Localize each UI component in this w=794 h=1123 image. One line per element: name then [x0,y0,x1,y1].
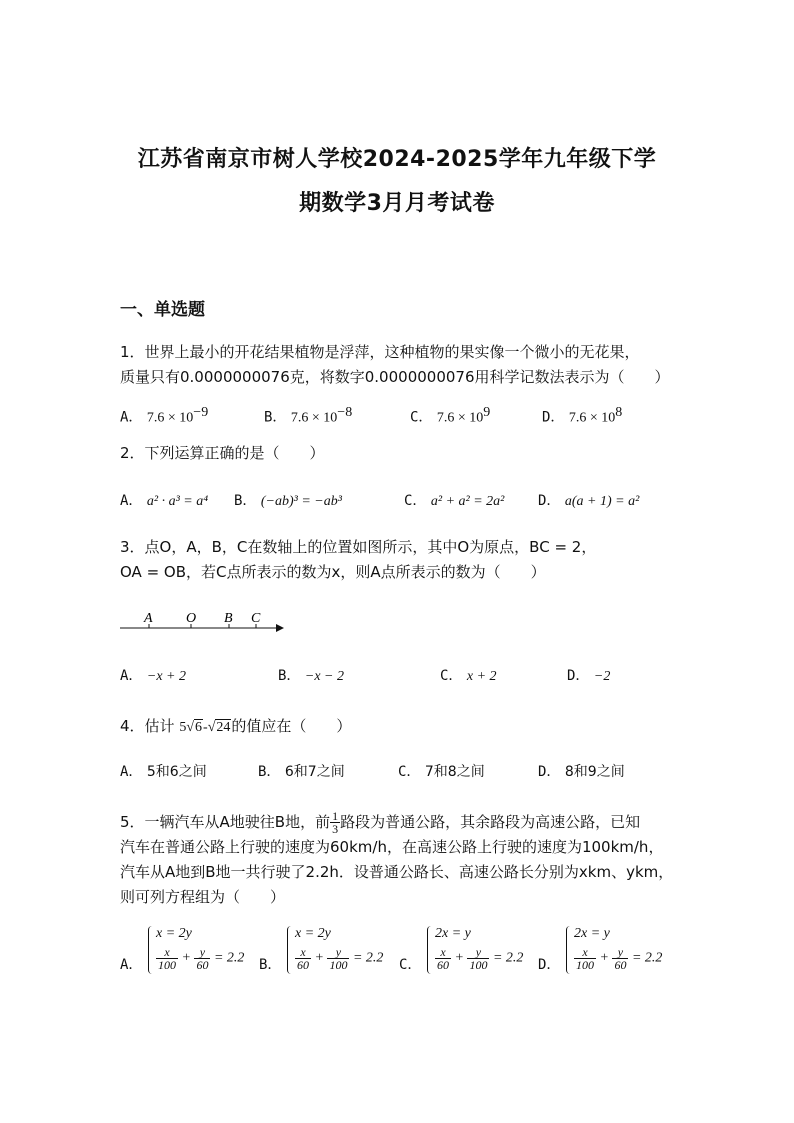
question-5-line2: 汽车在普通公路上行驶的速度为60km/h，在高速公路上行驶的速度为100km/h， [120,838,664,856]
q5-option-d[interactable]: D． 2x = y $\frac{x}{100}$ + $\frac{y}{60}$ = 2.2 [538,926,663,973]
q4-option-a[interactable]: A． 5和6之间 [120,764,207,780]
q5-option-a[interactable]: A． x = 2y $\frac{x}{100}$ + $\frac{y}{60}$ = 2.2 [120,926,245,973]
q1-option-a[interactable]: A． $7.6 \times 10^{-9}$ [120,405,209,426]
question-1-line1: 1．世界上最小的开花结果植物是浮萍，这种植物的果实像一个微小的无花果， [120,343,640,361]
question-3-line2: OA = OB，若C点所表示的数为x，则A点所表示的数为（ ） [120,563,546,581]
q4-option-b[interactable]: B． 6和7之间 [258,764,345,780]
q2-option-c[interactable]: C． a² + a² = 2a² [404,493,505,509]
q3-option-a[interactable]: A． −x + 2 [120,668,186,684]
question-2-stem: 2．下列运算正确的是（ ） [120,444,325,462]
q2-option-d[interactable]: D． a(a + 1) = a² [538,493,640,509]
question-5-line1: 5．一辆汽车从A地驶往B地，前 $\frac{1}{3}$ 路段为普通公路，其余路段为高速公路，已知 [120,809,641,836]
q3-option-b[interactable]: B． −x − 2 [278,668,344,684]
question-1-line2: 质量只有0.0000000076克，将数字0.0000000076用科学记数法表示为（ ） [120,368,670,386]
page-title-line2: 期数学3月月考试卷 [299,191,495,216]
q1-option-b[interactable]: B． $7.6 \times 10^{-8}$ [264,405,353,426]
question-5-line4: 则可列方程组为（ ） [120,888,286,906]
number-line-figure [118,606,288,638]
q4-option-d[interactable]: D． 8和9之间 [538,764,625,780]
q5-option-b[interactable]: B． x = 2y $\frac{x}{60}$ + $\frac{y}{100}$ = 2.2 [259,926,384,973]
q3-option-d[interactable]: D． −2 [567,668,611,684]
sqrt-6: √6 [186,720,203,735]
axis-label-a: A [144,611,153,626]
axis-label-c: C [251,611,261,626]
axis-label-b: B [224,611,233,626]
question-1-stem [120,340,680,390]
q2-option-a[interactable]: A． a² · a³ = a⁴ [120,493,209,509]
page-title-line1: 江苏省南京市树人学校2024-2025学年九年级下学 [137,147,657,172]
fraction-one-third: $\frac{1}{3}$ [332,809,339,836]
q4-option-c[interactable]: C． 7和8之间 [398,764,485,780]
sqrt-24: √24 [207,720,231,735]
question-4-stem: 4．估计 5√6-√24的值应在（ ） [120,714,680,740]
axis-label-o: O [186,611,197,626]
q5-option-c[interactable]: C． 2x = y $\frac{x}{60}$ + $\frac{y}{100}$ = 2.2 [399,926,524,973]
q3-option-c[interactable]: C． x + 2 [440,668,497,684]
question-5-line3: 汽车从A地到B地一共行驶了2.2h．设普通公路长、高速公路长分别为xkm、ykm， [120,863,674,881]
section-heading: 一、单选题 [120,300,205,320]
q1-option-d[interactable]: D． $7.6 \times 10^8$ [542,405,623,426]
q1-option-c[interactable]: C． $7.6 \times 10^9$ [410,405,491,426]
question-5-stem [120,810,690,910]
question-3-line1: 3．点O，A，B，C在数轴上的位置如图所示，其中O为原点，BC = 2， [120,538,597,556]
q2-option-b[interactable]: B． (−ab)³ = −ab³ [234,493,342,509]
question-3-stem [120,535,680,585]
